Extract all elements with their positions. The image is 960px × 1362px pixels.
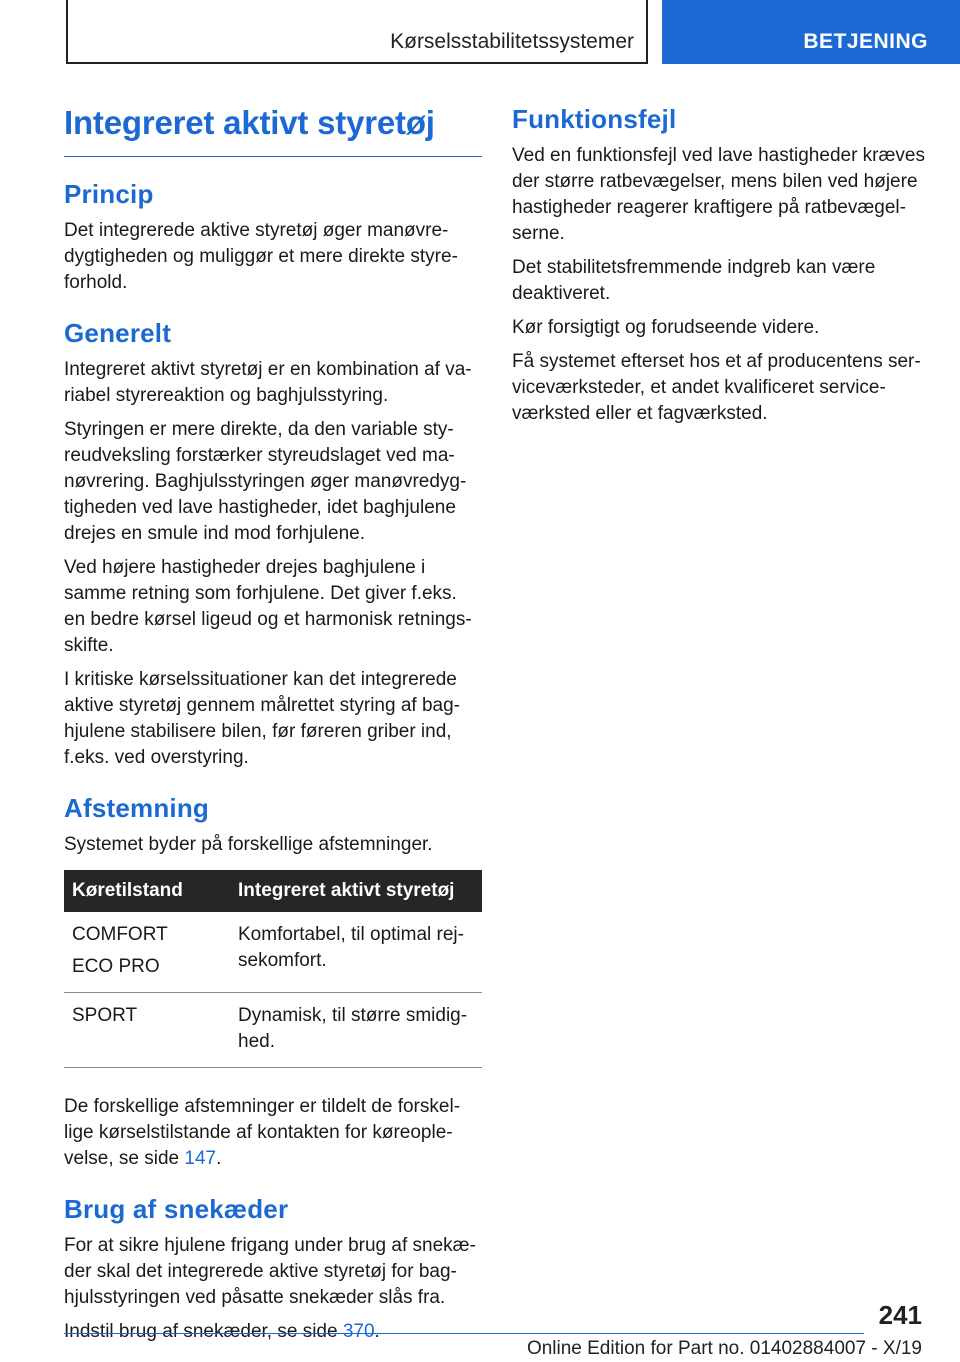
heading-snekaeder: Brug af snekæder	[64, 1194, 289, 1224]
mode-label: COMFORT	[72, 924, 168, 945]
generelt-paragraph-3: Ved højere hastigheder drejes baghjulene i samme retning som forhjulene. Det giver f.eks. en bedre kørsel ligeud og et harmonisk retningsskifte.	[64, 557, 472, 656]
mode-label: SPORT	[72, 1005, 138, 1026]
generelt-paragraph-4: I kritiske kørselssituationer kan det integrerede aktive styretøj gennem målrettet styring af baghjulene stabilisere bilen, før føreren griber ind, f.eks. ved overstyring.	[64, 669, 460, 768]
note-end: .	[216, 1148, 222, 1169]
header-chapter-tab	[662, 0, 960, 64]
table-row	[64, 993, 482, 1068]
section-generelt	[64, 318, 482, 771]
heading-funktionsfejl: Funktionsfejl	[512, 104, 677, 134]
left-column	[64, 100, 482, 1345]
afstemning-intro: Systemet byder på forskellige afstemninger.	[64, 834, 433, 855]
funktionsfejl-paragraph-3: Kør forsigtigt og forudseende videre.	[512, 317, 820, 338]
page-link-147[interactable]: 147	[184, 1148, 217, 1169]
snekaeder-paragraph-1: For at sikre hjulene frigang under brug af snekæder skal det integrerede aktive styretøj for baghjulsstyringen ved påsatte snekæder slås fra.	[64, 1235, 476, 1308]
section-afstemning	[64, 793, 482, 1172]
table-header-mode: Køretilstand	[64, 870, 230, 912]
snekaeder-end: .	[374, 1321, 380, 1342]
table-cell-mode	[64, 912, 230, 993]
table-cell-mode	[64, 993, 230, 1068]
funktionsfejl-paragraph-2: Det stabilitetsfremmende indgreb kan være deaktiveret.	[512, 257, 876, 304]
footer-divider	[64, 1333, 864, 1334]
heading-generelt: Generelt	[64, 318, 172, 348]
table-cell-description: Komfortabel, til optimal rejsekomfort.	[230, 912, 482, 993]
heading-afstemning: Afstemning	[64, 793, 209, 823]
section-snekaeder	[64, 1194, 482, 1345]
note-text: De forskellige afstemninger er tildelt de forskellige kørselstilstande af kontakten for køreoplevelse, se side	[64, 1096, 461, 1169]
funktionsfejl-paragraph-4: Få systemet efterset hos et af producentens serviceværksteder, et andet kvalificeret serviceværksted eller et fagværksted.	[512, 351, 921, 424]
header-section-title: Kørselsstabilitetssystemer	[390, 30, 634, 53]
snekaeder-text: Indstil brug af snekæder, se side	[64, 1321, 343, 1342]
afstemning-note	[64, 1094, 482, 1172]
generelt-paragraph-2: Styringen er mere direkte, da den variable styreudveksling forstærker styreudslaget ved manøvrering. Baghjulsstyringen øger manøvredygtigheden ved lave hastigheder, idet baghjulene drejes en smule ind mod forhjulene.	[64, 419, 467, 544]
table-header-steering: Integreret aktivt styretøj	[230, 870, 482, 912]
settings-table	[64, 870, 482, 1068]
page-title: Integreret aktivt styretøj	[64, 100, 482, 157]
right-column	[512, 100, 930, 427]
header-chapter-title: BETJENING	[803, 30, 928, 53]
page-link-370[interactable]: 370	[342, 1321, 375, 1342]
table-row	[64, 912, 482, 993]
mode-label: ECO PRO	[72, 956, 160, 977]
section-princip	[64, 179, 482, 296]
header-section-box	[66, 0, 648, 64]
generelt-paragraph-1: Integreret aktivt styretøj er en kombination af variabel styrereaktion og baghjulsstyring.	[64, 359, 472, 406]
footer-edition: Online Edition for Part no. 01402884007 - X/19	[526, 1338, 922, 1359]
table-header-row	[64, 870, 482, 912]
snekaeder-paragraph-2	[64, 1319, 482, 1345]
table-cell-description: Dynamisk, til større smidighed.	[230, 993, 482, 1068]
funktionsfejl-paragraph-1: Ved en funktionsfejl ved lave hastigheder kræves der større ratbevægelser, mens bilen ved højere hastigheder reagerer kraftigere på ratbevægelserne.	[512, 145, 925, 244]
heading-princip: Princip	[64, 179, 154, 209]
princip-paragraph: Det integrerede aktive styretøj øger manøvredygtigheden og muliggør et mere direkte styreforhold.	[64, 220, 458, 293]
page-number: 241	[878, 1300, 922, 1330]
